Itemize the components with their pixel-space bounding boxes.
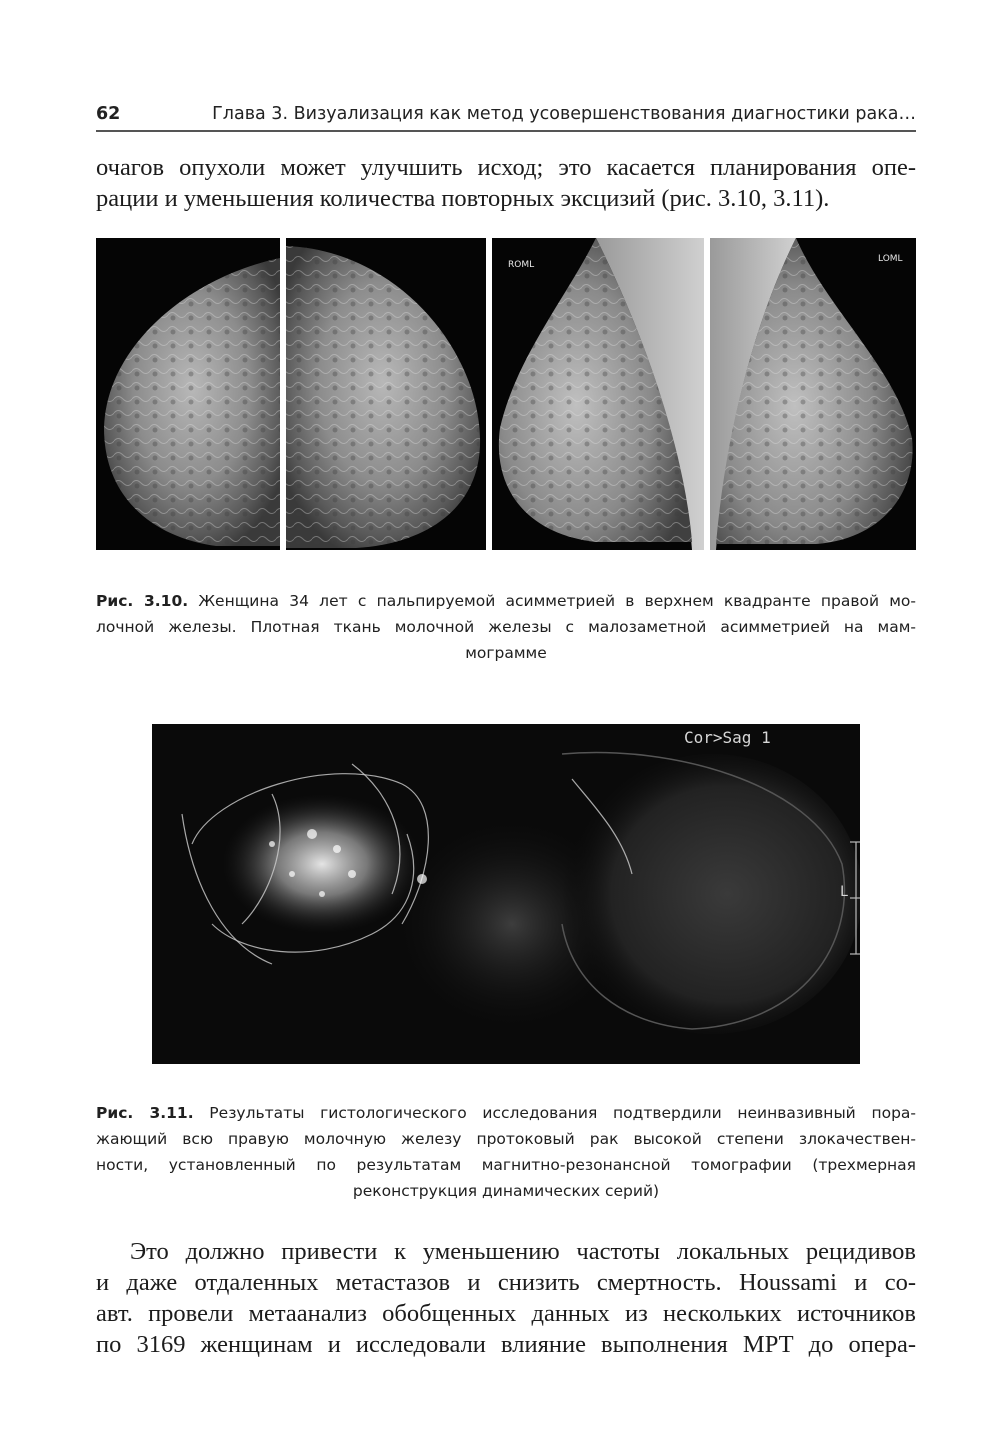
caption-text: Результаты гистологического исследования подтвердили неинвазивный пора- bbox=[193, 1104, 916, 1122]
figure-3-10-caption bbox=[96, 588, 916, 666]
text-line: рации и уменьшения количества повторных эксцизий (рис. 3.10, 3.11). bbox=[96, 185, 830, 212]
mri-reconstruction bbox=[152, 724, 860, 1064]
caption-label: Рис. 3.10. bbox=[96, 592, 189, 610]
figure-3-11-mri bbox=[152, 724, 860, 1064]
running-head bbox=[96, 100, 916, 132]
text-line: авт. провели метаанализ обобщенных данных из нескольких источников bbox=[96, 1300, 916, 1327]
caption-line bbox=[96, 588, 916, 614]
caption-line bbox=[96, 1100, 916, 1126]
romL-label: ROML bbox=[508, 260, 535, 270]
caption-line: реконструкция динамических серий) bbox=[352, 1182, 660, 1200]
caption-line: лочной железы. Плотная ткань молочной железы с малозаметной асимметрией на мам- bbox=[96, 618, 916, 636]
mri-series-label: Cor>Sag 1 bbox=[684, 728, 771, 747]
caption-text: Женщина 34 лет с пальпируемой асимметрией в верхнем квадранте правой мо- bbox=[188, 592, 916, 610]
text-line: по 3169 женщинам и исследовали влияние выполнения МРТ до опера- bbox=[96, 1331, 916, 1358]
figure-3-10-mammograms bbox=[96, 238, 916, 550]
text-line: очагов опухоли может улучшить исход; это касается планирования опе- bbox=[96, 154, 916, 181]
chapter-title: Глава 3. Визуализация как метод усовершенствования диагностики рака… bbox=[212, 104, 916, 124]
figure-3-11-caption bbox=[96, 1100, 916, 1204]
caption-label: Рис. 3.11. bbox=[96, 1104, 194, 1122]
closing-paragraph bbox=[96, 1236, 916, 1360]
caption-line: жающий всю правую молочную железу протоковый рак высокой степени злокачествен- bbox=[96, 1130, 916, 1148]
intro-paragraph bbox=[96, 152, 916, 214]
lomL-label: LOML bbox=[878, 254, 903, 264]
caption-line: ности, установленный по результатам магнитно-резонансной томографии (трехмерная bbox=[96, 1156, 916, 1174]
page-number: 62 bbox=[96, 104, 121, 124]
caption-line: мограмме bbox=[465, 644, 547, 662]
mri-side-marker: L bbox=[840, 884, 849, 900]
mammogram-panels bbox=[96, 238, 916, 550]
text-line: и даже отдаленных метастазов и снизить смертность. Houssami и со- bbox=[96, 1269, 916, 1296]
text-line: Это должно привести к уменьшению частоты локальных рецидивов bbox=[130, 1238, 916, 1265]
